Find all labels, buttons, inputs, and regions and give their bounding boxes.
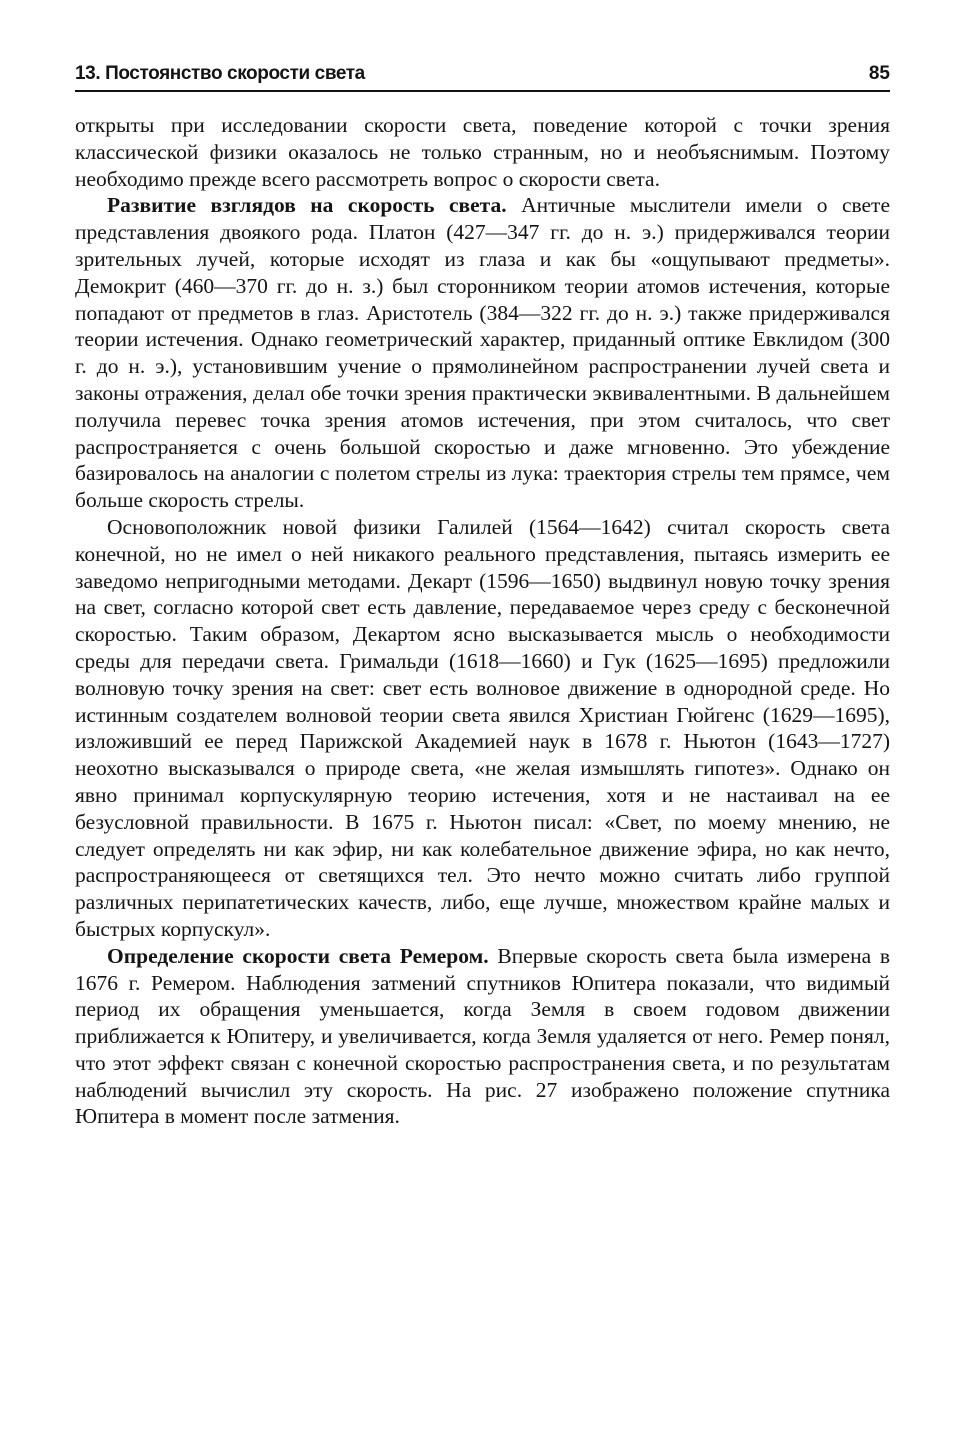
paragraph-galileo-newton [75,514,890,943]
paragraph-light-views [75,192,890,514]
paragraph-continuation [75,112,890,192]
section-heading: Определение скорости света Ремером. [107,943,489,968]
page-number: 85 [868,63,890,84]
paragraph-text: Основоположник новой физики Галилей (1564—1642) считал скорость света конечной, но не имел о ней никакого реального представления, пытаясь измерить ее заведомо непригодными методами. Декарт (1596—1650) выдвинул новую точку зрения на свет, согласно которой свет есть давление, передаваемое через среду с бесконечной скоростью. Таким образом, Декартом ясно высказывается мысль о необходимости среды для передачи света. Гримальди (1618—1660) и Гук (1625—1695) предложили волновую точку зрения на свет: свет есть волновое движение в однородной среде. Но истинным создателем волновой теории света явился Христиан Гюйгенс (1629—1695), изложивший ее перед Парижской Академией наук в 1678 г. Ньютон (1643—1727) неохотно высказывался о природе света, «не желая измышлять гипотез». Однако он явно принимал корпускулярную теорию истечения, хотя и не настаивал на ее безусловной правильности. В 1675 г. Ньютон писал: «Свет, по моему мнению, не следует определять ни как эфир, ни как колебательное движение эфира, но как нечто, распространяющееся от светящихся тел. Это нечто можно считать либо группой различных перипатетических качеств, либо, еще лучше, множеством крайне малых и быстрых корпускул». [75,514,890,941]
paragraph-text: Античные мыслители имели о свете представления двоякого рода. Платон (427—347 гг. до н. э.) придерживался теории зрительных лучей, которые исходят из глаза и как бы «ощупывают предметы». Демокрит (460—370 гг. до н. з.) был сторонником теории атомов истечения, которые попадают от предметов в глаз. Аристотель (384—322 гг. до н. э.) также придерживался теории истечения. Однако геометрический характер, приданный оптике Евклидом (300 г. до н. э.), установившим учение о прямолинейном распространении лучей света и законы отражения, делал обе точки зрения практически эквивалентными. В дальнейшем получила перевес точка зрения атомов истечения, при этом считалось, что свет распространяется с очень большой скоростью и даже мгновенно. Это убеждение базировалось на аналогии с полетом стрелы из лука: траектория стрелы тем прямсе, чем больше скорость стрелы. [75,193,890,513]
paragraph-text: открыты при исследовании скорости света, поведение которой с точки зрения классической физики оказалось не только странным, но и необъяснимым. Поэтому необходимо прежде всего рассмотреть вопрос о скорости света. [75,113,890,191]
running-title: 13. Постоянство скорости света [75,63,365,84]
section-heading: Развитие взглядов на скорость света. [107,193,507,218]
paragraph-roemer [75,943,890,1131]
running-head [75,58,890,92]
body-text [75,112,890,1130]
paragraph-text: Впервые скорость света была измерена в 1676 г. Ремером. Наблюдения затмений спутников Юпитера показали, что видимый период их обращения уменьшается, когда Земля в своем годовом движении приближается к Юпитеру, и увеличивается, когда Земля удаляется от него. Ремер понял, что этот эффект связан с конечной скоростью распространения света, и по результатам наблюдений вычислил эту скорость. На рис. 27 изображено положение спутника Юпитера в момент после затмения. [75,943,891,1129]
